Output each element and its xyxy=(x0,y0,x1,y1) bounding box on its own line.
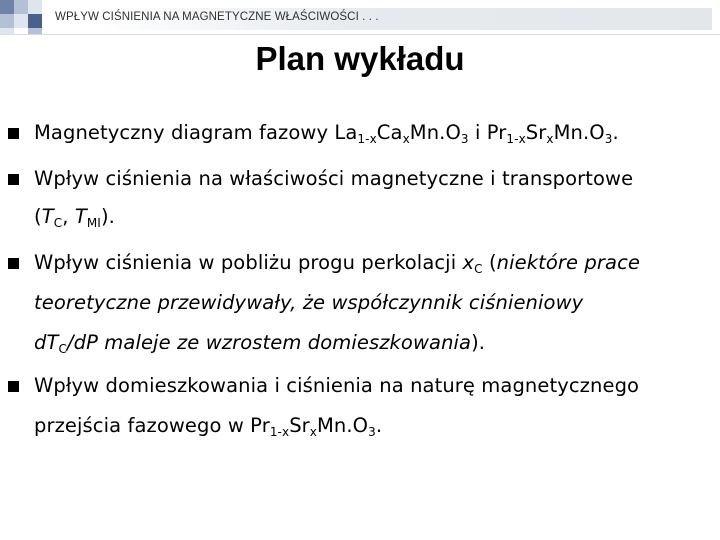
header-title: WPŁYW CIŚNIENIA NA MAGNETYCZNE WŁAŚCIWOŚCI . . . xyxy=(55,11,379,23)
bullet-text-line: Wpływ ciśnienia w pobliżu progu perkolacji $x_C$ (niektóre prace xyxy=(34,251,640,276)
bullet-text-line: Magnetyczny diagram fazowy $La_{1-x}Ca_xMn.O_3$ i $Pr_{1-x}Sr_xMn.O_3$. xyxy=(34,121,619,146)
bullet-text-line: teoretyczne przewidywały, że współczynnik ciśnieniowy xyxy=(34,291,584,314)
bullet-text-line: przejścia fazowego w $Pr_{1-x}Sr_xMn.O_3$. xyxy=(34,414,383,439)
slide-title: Plan wykładu xyxy=(255,40,465,77)
header-divider xyxy=(0,34,720,35)
bullet-marker xyxy=(8,128,19,139)
bullet-marker xyxy=(8,381,19,392)
bullet-marker xyxy=(8,174,19,185)
header-decor-square xyxy=(0,14,14,28)
header-decor-square xyxy=(0,0,14,14)
bullet-text-line: Wpływ ciśnienia na właściwości magnetyczne i transportowe xyxy=(34,167,634,190)
bullet-text-line: ($T_C$, $T_{MI}$). xyxy=(34,205,115,230)
header-decor-square xyxy=(14,0,28,14)
bullet-text-line: Wpływ domieszkowania i ciśnienia na naturę magnetycznego xyxy=(34,374,640,397)
header-decor-square xyxy=(14,14,28,28)
bullet-marker xyxy=(8,258,19,269)
header-decor-square xyxy=(28,0,42,14)
bullet-text-line: $dT_C/dP$ maleje ze wzrostem domieszkowania). xyxy=(34,331,486,356)
header-decor-square xyxy=(28,14,42,28)
